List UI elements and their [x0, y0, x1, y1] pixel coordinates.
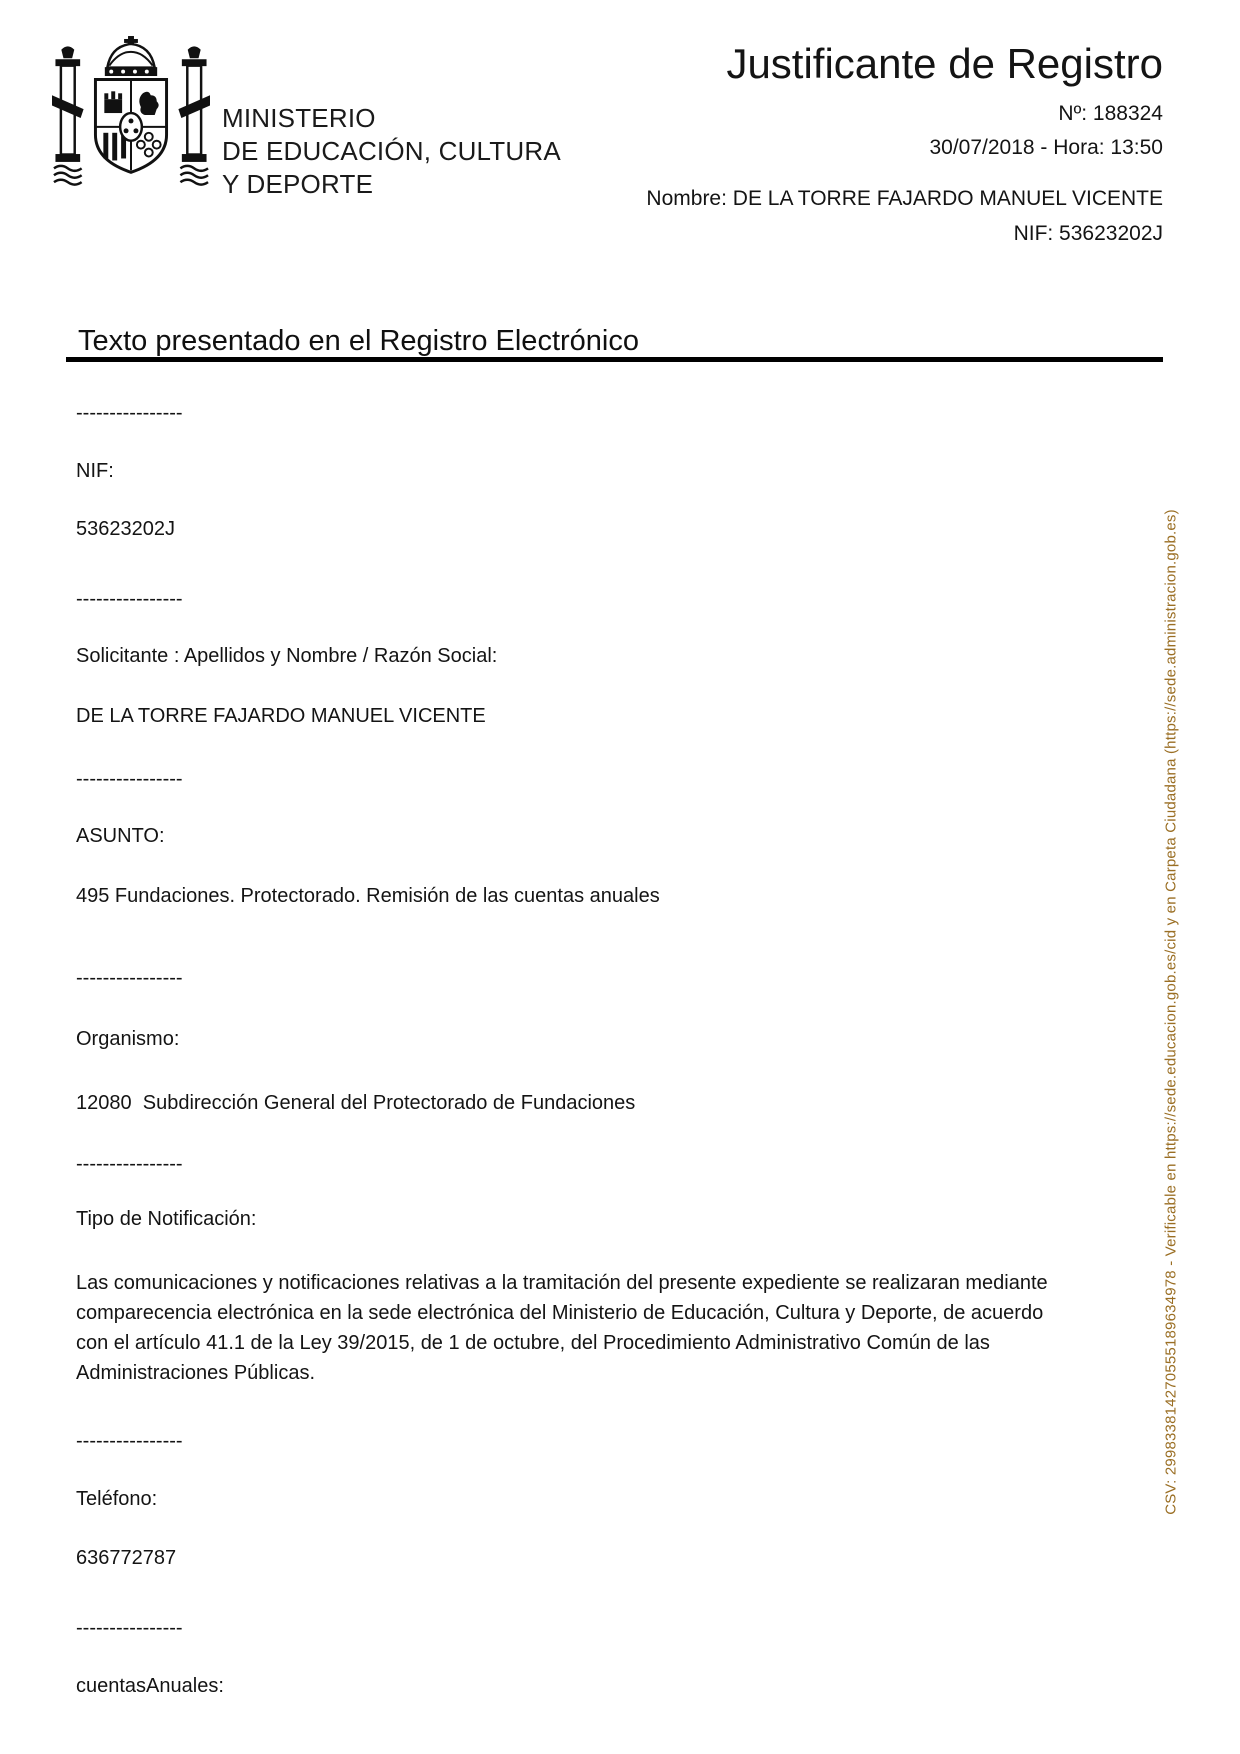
asunto-value: 495 Fundaciones. Protectorado. Remisión de las cuentas anuales [76, 885, 660, 907]
separator: ---------------- [76, 967, 183, 989]
castle-quarter [104, 91, 122, 113]
separator: ---------------- [76, 1617, 183, 1639]
ministry-line-1: MINISTERIO [222, 103, 376, 133]
registrant-name: Nombre: DE LA TORRE FAJARDO MANUEL VICENTE [646, 187, 1163, 210]
separator: ---------------- [76, 588, 183, 610]
notification-paragraph-line-2: comparecencia electrónica en la sede electrónica del Ministerio de Educación, Cultura y Deporte, de acuerdo [76, 1302, 1044, 1324]
registry-number: Nº: 188324 [1058, 102, 1163, 125]
notification-paragraph-line-3: con el artículo 41.1 de la Ley 39/2015, de 1 de octubre, del Procedimiento Administrativo Común de las [76, 1332, 990, 1354]
separator: ---------------- [76, 402, 183, 424]
separator: ---------------- [76, 768, 183, 790]
cuentas-anuales-label: cuentasAnuales: [76, 1675, 224, 1697]
solicitante-label: Solicitante : Apellidos y Nombre / Razón Social: [76, 645, 498, 667]
registrant-nif: NIF: 53623202J [1013, 222, 1163, 245]
notification-paragraph-line-1: Las comunicaciones y notificaciones relativas a la tramitación del presente expediente se realizaran mediante [76, 1272, 1048, 1294]
separator: ---------------- [76, 1153, 183, 1175]
document-title: Justificante de Registro [726, 40, 1163, 87]
organismo-label: Organismo: [76, 1028, 180, 1050]
nif-label: NIF: [76, 460, 114, 482]
registry-datetime: 30/07/2018 - Hora: 13:50 [929, 136, 1163, 159]
tipo-notificacion-label: Tipo de Notificación: [76, 1208, 257, 1230]
section-rule [66, 357, 1163, 362]
telefono-label: Teléfono: [76, 1488, 158, 1510]
asunto-label: ASUNTO: [76, 825, 165, 847]
left-pillar [52, 47, 84, 185]
coat-of-arms-logo [52, 34, 210, 200]
solicitante-value: DE LA TORRE FAJARDO MANUEL VICENTE [76, 705, 486, 727]
ministry-line-2: DE EDUCACIÓN, CULTURA [222, 136, 561, 166]
organismo-value: 12080 Subdirección General del Protectorado de Fundaciones [76, 1092, 636, 1114]
nif-value: 53623202J [76, 518, 175, 540]
csv-verification-text: CSV: 299833814270555189634978 - Verificable en https://sede.educacion.gob.es/cid y en Carpeta Ciudadana (https://sede.administracion.gob.es) [1162, 509, 1180, 1515]
telefono-value: 636772787 [76, 1547, 177, 1569]
ministry-name [222, 102, 561, 201]
separator: ---------------- [76, 1430, 183, 1452]
section-title: Texto presentado en el Registro Electrónico [78, 325, 639, 357]
shield [95, 79, 166, 172]
ministry-line-3: Y DEPORTE [222, 169, 374, 199]
right-pillar [178, 47, 210, 185]
notification-paragraph-line-4: Administraciones Públicas. [76, 1362, 315, 1384]
royal-crown [105, 36, 156, 76]
